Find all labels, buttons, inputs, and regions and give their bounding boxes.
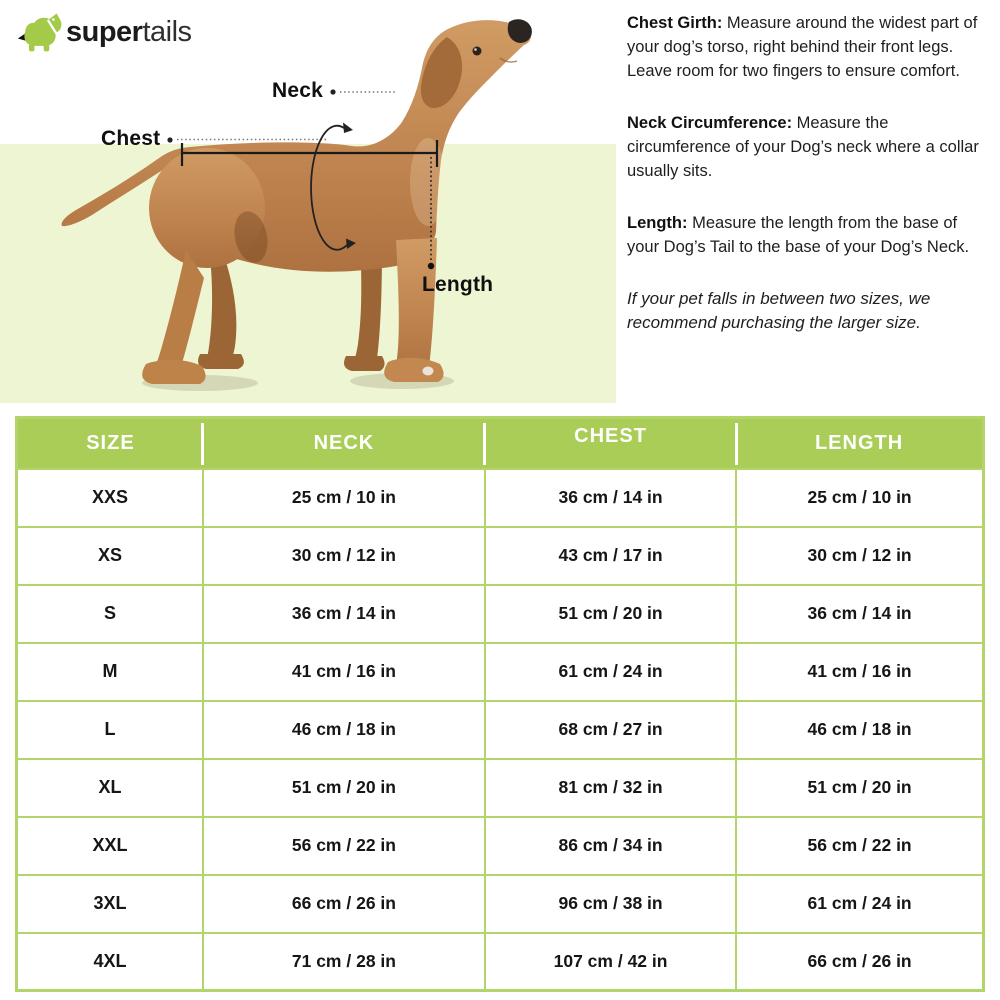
girth-ellipse-arrow — [311, 123, 356, 250]
cell-size: XXS — [17, 469, 203, 527]
supertails-logo — [16, 10, 192, 54]
cell-size: S — [17, 585, 203, 643]
cell-size: XL — [17, 759, 203, 817]
cell-chest: 96 cm / 38 in — [485, 875, 736, 933]
table-row-s — [17, 585, 984, 643]
cell-length: 36 cm / 14 in — [736, 585, 983, 643]
table-row-4xl — [17, 933, 984, 991]
header-chest: CHEST — [485, 418, 736, 469]
instruction-text: Measure around the widest part of your dog’s torso, right behind their front legs. Leave room for two fingers to ensure comfort. — [627, 14, 978, 80]
cell-chest: 51 cm / 20 in — [485, 585, 736, 643]
table-row-l — [17, 701, 984, 759]
table-row-3xl — [17, 875, 984, 933]
table-row-xxl — [17, 817, 984, 875]
brand-name-light: tails — [142, 15, 192, 48]
cell-chest: 81 cm / 32 in — [485, 759, 736, 817]
table-row-xs — [17, 527, 984, 585]
header-row — [17, 418, 984, 469]
neck-leader-line — [330, 89, 397, 94]
cell-chest: 68 cm / 27 in — [485, 701, 736, 759]
neck-label: Neck — [272, 79, 324, 102]
cell-neck: 56 cm / 22 in — [203, 817, 485, 875]
table-row-xl — [17, 759, 984, 817]
cell-chest: 36 cm / 14 in — [485, 469, 736, 527]
cell-length: 30 cm / 12 in — [736, 527, 983, 585]
header-size: SIZE — [17, 418, 203, 469]
cell-neck: 51 cm / 20 in — [203, 759, 485, 817]
supertails-dog-icon — [16, 10, 64, 54]
brand-name-bold: super — [66, 15, 143, 48]
cell-length: 25 cm / 10 in — [736, 469, 983, 527]
cell-length: 61 cm / 24 in — [736, 875, 983, 933]
cell-chest: 43 cm / 17 in — [485, 527, 736, 585]
cell-neck: 71 cm / 28 in — [203, 933, 485, 991]
cell-neck: 30 cm / 12 in — [203, 527, 485, 585]
cell-chest: 86 cm / 34 in — [485, 817, 736, 875]
cell-size: XXL — [17, 817, 203, 875]
instruction-lead: Chest Girth: — [627, 14, 723, 32]
chest-leader-line — [167, 137, 328, 142]
length-label: Length — [422, 273, 494, 296]
instruction-neck-circumference — [627, 111, 989, 183]
header-neck: NECK — [203, 418, 485, 469]
instruction-lead: Neck Circumference: — [627, 114, 793, 132]
measurement-annotations — [0, 0, 620, 412]
cell-neck: 41 cm / 16 in — [203, 643, 485, 701]
cell-neck: 25 cm / 10 in — [203, 469, 485, 527]
size-chart-header — [17, 418, 984, 469]
brand-name — [66, 16, 192, 49]
cell-neck: 46 cm / 18 in — [203, 701, 485, 759]
cell-neck: 66 cm / 26 in — [203, 875, 485, 933]
size-chart-table — [15, 416, 985, 992]
length-leader-line — [428, 157, 434, 269]
between-sizes-note: If your pet falls in between two sizes, we recommend purchasing the larger size. — [627, 289, 931, 332]
cell-length: 51 cm / 20 in — [736, 759, 983, 817]
instruction-text: Measure the length from the base of your Dog’s Tail to the base of your Dog’s Neck. — [627, 214, 970, 256]
instruction-text: Measure the circumference of your Dog’s neck where a collar usually sits. — [627, 114, 979, 180]
header-length: LENGTH — [736, 418, 983, 469]
cell-size: XS — [17, 527, 203, 585]
measuring-instructions — [627, 11, 989, 335]
cell-chest: 61 cm / 24 in — [485, 643, 736, 701]
cell-length: 56 cm / 22 in — [736, 817, 983, 875]
table-row-xxs — [17, 469, 984, 527]
cell-chest: 107 cm / 42 in — [485, 933, 736, 991]
table-row-m — [17, 643, 984, 701]
cell-size: 3XL — [17, 875, 203, 933]
cell-neck: 36 cm / 14 in — [203, 585, 485, 643]
length-measure-line — [182, 140, 437, 167]
chest-label: Chest — [101, 127, 161, 150]
cell-length: 66 cm / 26 in — [736, 933, 983, 991]
cell-size: M — [17, 643, 203, 701]
cell-size: 4XL — [17, 933, 203, 991]
instruction-chest-girth — [627, 11, 989, 83]
cell-size: L — [17, 701, 203, 759]
instruction-lead: Length: — [627, 214, 688, 232]
cell-length: 46 cm / 18 in — [736, 701, 983, 759]
cell-length: 41 cm / 16 in — [736, 643, 983, 701]
instruction-length — [627, 211, 989, 259]
